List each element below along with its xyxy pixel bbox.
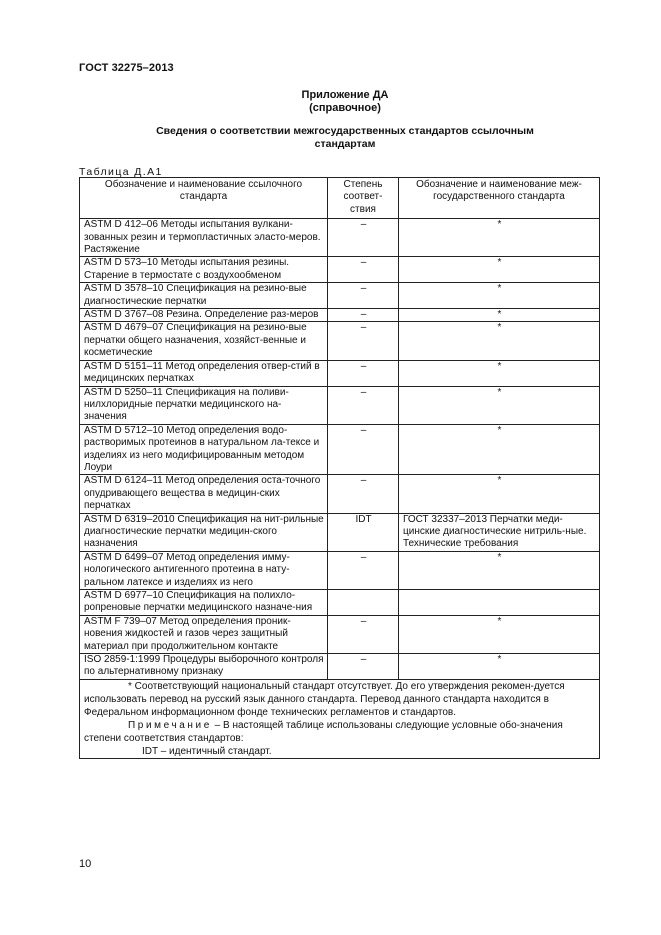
national-standard-cell: * xyxy=(399,386,600,424)
national-standard-cell: * xyxy=(399,360,600,386)
national-standard-cell: * xyxy=(399,309,600,322)
table-row xyxy=(80,386,600,424)
appendix-heading xyxy=(150,125,540,151)
degree-cell: IDT xyxy=(328,513,399,551)
table-header-row xyxy=(80,178,600,219)
national-standard-cell: ГОСТ 32337–2013 Перчатки меди-цинские диагностические нитриль-ные. Технические требования xyxy=(399,513,600,551)
table-row xyxy=(80,424,600,475)
table-row xyxy=(80,513,600,551)
table-notes-row xyxy=(80,679,600,758)
note-text: – В настоящей таблице использованы следующие условные обо-значения степени соответствия стандартов: xyxy=(84,719,563,744)
reference-standard-cell: ASTM D 573–10 Методы испытания резины. Старение в термостате с воздухообменом xyxy=(80,257,328,283)
table-row xyxy=(80,360,600,386)
degree-cell xyxy=(328,590,399,616)
reference-standard-cell: ASTM D 6124–11 Метод определения оста-точного опудривающего вещества в медицин-ских перчатках xyxy=(80,475,328,513)
note-label: Примечание xyxy=(128,719,212,731)
degree-cell: – xyxy=(328,615,399,653)
table-row xyxy=(80,551,600,589)
heading-line: Сведения о соответствии межгосударственных стандартов ссылочным xyxy=(156,125,534,137)
table-row xyxy=(80,219,600,257)
header-degree: Степень соответ-ствия xyxy=(328,178,399,219)
reference-standard-cell: ASTM D 3578–10 Спецификация на резино-вые диагностические перчатки xyxy=(80,283,328,309)
national-standard-cell: * xyxy=(399,322,600,360)
appendix-title-block xyxy=(0,89,661,115)
degree-cell: – xyxy=(328,219,399,257)
appendix-title: Приложение ДА xyxy=(301,89,389,101)
table-caption: Таблица Д.А1 xyxy=(79,166,163,178)
table-row xyxy=(80,615,600,653)
header-reference-standard: Обозначение и наименование ссылочного стандарта xyxy=(80,178,328,219)
footnote-text: * Соответствующий национальный стандарт отсутствует. До его утверждения рекомен-дуется использовать перевод на русский язык данного стандарта. Перевод данного стандарта находится в Федеральном информационном фонде технических регламентов и стандартов. xyxy=(84,680,565,718)
degree-cell: – xyxy=(328,360,399,386)
degree-cell: – xyxy=(328,424,399,475)
table-row xyxy=(80,257,600,283)
reference-standard-cell: ASTM D 5250–11 Спецификация на поливи-нилхлоридные перчатки медицинского на-значения xyxy=(80,386,328,424)
degree-cell: – xyxy=(328,322,399,360)
table-row xyxy=(80,309,600,322)
reference-standard-cell: ASTM D 4679–07 Спецификация на резино-вые перчатки общего назначения, хозяйст-венные и косметические xyxy=(80,322,328,360)
national-standard-cell: * xyxy=(399,257,600,283)
national-standard-cell: * xyxy=(399,551,600,589)
degree-cell: – xyxy=(328,475,399,513)
degree-cell: – xyxy=(328,309,399,322)
table-row xyxy=(80,590,600,616)
heading-line: стандартам xyxy=(314,138,376,150)
degree-cell: – xyxy=(328,257,399,283)
national-standard-cell xyxy=(399,590,600,616)
national-standard-cell: * xyxy=(399,283,600,309)
appendix-subtitle: (справочное) xyxy=(309,102,381,114)
correspondence-table xyxy=(79,177,600,759)
national-standard-cell: * xyxy=(399,654,600,680)
document-code: ГОСТ 32275–2013 xyxy=(79,62,174,74)
national-standard-cell: * xyxy=(399,424,600,475)
table-notes xyxy=(80,679,600,758)
note xyxy=(84,719,596,745)
footnote xyxy=(84,680,596,719)
header-interstate-standard: Обозначение и наименование меж-государственного стандарта xyxy=(399,178,600,219)
note-item: IDT – идентичный стандарт. xyxy=(142,745,272,757)
national-standard-cell: * xyxy=(399,219,600,257)
degree-cell: – xyxy=(328,654,399,680)
reference-standard-cell: ASTM D 6977–10 Спецификация на полихло-ропреновые перчатки медицинского назначе-ния xyxy=(80,590,328,616)
table-row xyxy=(80,475,600,513)
degree-cell: – xyxy=(328,551,399,589)
reference-standard-cell: ASTM D 6319–2010 Спецификация на нит-рильные диагностические перчатки медицин-ского назначения xyxy=(80,513,328,551)
national-standard-cell: * xyxy=(399,475,600,513)
degree-cell: – xyxy=(328,283,399,309)
table-row xyxy=(80,322,600,360)
table-row xyxy=(80,283,600,309)
page-number: 10 xyxy=(79,858,92,870)
reference-standard-cell: ASTM D 412–06 Методы испытания вулкани-зованных резин и термопластичных эласто-меров. Растяжение xyxy=(80,219,328,257)
table-row xyxy=(80,654,600,680)
reference-standard-cell: ASTM D 3767–08 Резина. Определение раз-меров xyxy=(80,309,328,322)
reference-standard-cell: ASTM D 5151–11 Метод определения отвер-стий в медицинских перчатках xyxy=(80,360,328,386)
national-standard-cell: * xyxy=(399,615,600,653)
reference-standard-cell: ISO 2859-1:1999 Процедуры выборочного контроля по альтернативному признаку xyxy=(80,654,328,680)
reference-standard-cell: ASTM D 5712–10 Метод определения водо-растворимых протеинов в натуральном ла-тексе и изделиях из него модифицированным методом Лоури xyxy=(80,424,328,475)
degree-cell: – xyxy=(328,386,399,424)
reference-standard-cell: ASTM D 6499–07 Метод определения имму-нологического антигенного протеина в нату-ральном латексе и изделиях из него xyxy=(80,551,328,589)
reference-standard-cell: ASTM F 739–07 Метод определения проник-новения жидкостей и газов через защитный материал при продолжительном контакте xyxy=(80,615,328,653)
